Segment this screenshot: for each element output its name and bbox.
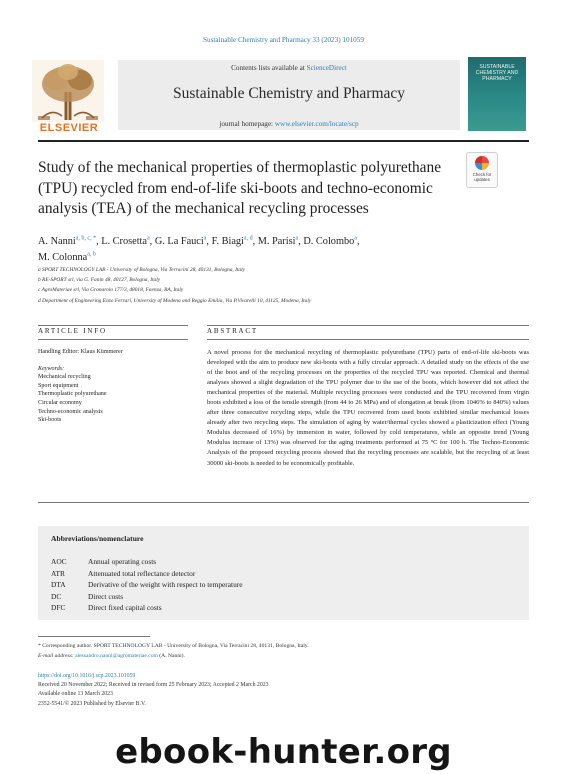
author-affiliation-marker[interactable]: a xyxy=(295,235,299,242)
watermark-text: ebook-hunter.org xyxy=(115,732,452,772)
author-affiliation-marker[interactable]: a xyxy=(203,235,207,242)
author[interactable]: L. Crosetta$^a$, xyxy=(101,235,155,247)
footnote xyxy=(38,642,518,661)
journal-reference[interactable]: Sustainable Chemistry and Pharmacy 33 (2023) 101059 xyxy=(203,36,364,44)
author[interactable]: G. La Fauci$^a$, xyxy=(154,235,212,247)
abstract-end-rule xyxy=(38,502,529,503)
author[interactable]: D. Colombo$^a$, xyxy=(303,235,360,247)
author[interactable]: M. Colonna$^{a, b}$ xyxy=(38,251,96,263)
abstract-rule xyxy=(207,339,529,340)
keyword: Ski-boots xyxy=(38,417,62,424)
affiliation: b RE-SPORT srl, via G. Fanin 48, 40127, Bologna, Italy xyxy=(38,277,161,284)
handling-editor: Handling Editor: Klaus Kümmerer xyxy=(38,349,123,355)
author-affiliation-marker[interactable]: a, b, c, * xyxy=(75,235,97,242)
author[interactable]: F. Biagi$^{a, d}$, xyxy=(211,235,258,247)
abbreviation-row xyxy=(51,568,491,580)
check-updates-label: Check for updates xyxy=(472,172,492,182)
footnote-rule xyxy=(38,636,150,637)
abbreviation-definition: Direct costs xyxy=(88,591,124,601)
keyword: Thermoplastic polyurethane xyxy=(38,391,107,398)
abbreviation-term: DTA xyxy=(51,580,66,589)
abbreviation-row xyxy=(51,556,491,568)
check-updates-icon xyxy=(475,156,489,170)
email-link[interactable]: alessandro.nanni@agromateriae.com xyxy=(75,652,158,659)
email-label: E-mail address: xyxy=(38,652,76,659)
homepage-line xyxy=(118,120,460,128)
keywords-label: Keywords: xyxy=(38,365,65,372)
article-info-rule xyxy=(38,339,188,340)
article-info-content xyxy=(38,348,188,425)
abbreviation-row xyxy=(51,579,491,591)
publisher-logo-text: ELSEVIER xyxy=(39,122,99,134)
abbreviation-definition: Annual operating costs xyxy=(88,557,157,566)
author[interactable]: M. Parisi$^a$, xyxy=(257,235,304,247)
journal-title: Sustainable Chemistry and Pharmacy xyxy=(172,85,406,102)
abbreviation-term: DFC xyxy=(51,603,66,612)
contents-line xyxy=(118,64,460,72)
abbreviation-row xyxy=(51,591,491,603)
author-affiliation-marker[interactable]: a xyxy=(354,235,357,242)
author-affiliation-marker[interactable]: a, b xyxy=(87,251,96,258)
header-divider xyxy=(38,140,529,142)
author-affiliation-marker[interactable]: a xyxy=(147,235,150,242)
keyword: Techno-economic analysis xyxy=(38,408,103,415)
check-for-updates-button[interactable] xyxy=(466,152,498,188)
author-list xyxy=(38,234,518,266)
publication-info xyxy=(38,672,518,709)
abbreviation-row xyxy=(51,602,491,614)
keyword: Mechanical recycling xyxy=(38,374,91,381)
sciencedirect-link[interactable]: ScienceDirect xyxy=(306,64,347,72)
doi-link[interactable]: https://doi.org/10.1016/j.scp.2023.101059 xyxy=(38,673,136,679)
abbreviation-term: AOC xyxy=(51,557,67,566)
available-online: Available online 13 March 2023 xyxy=(38,691,113,698)
corresponding-author-note: * Corresponding author. SPORT TECHNOLOGY LAB - University of Bologna, Via Terracini 28, 40131, Bologna, Italy. xyxy=(38,643,309,649)
abstract-rule xyxy=(207,325,529,326)
abbreviation-definition: Derivative of the weight with respect to temperature xyxy=(88,580,243,589)
cover-title: SUSTAINABLE CHEMISTRY AND PHARMACY xyxy=(475,64,519,82)
keyword: Circular economy xyxy=(38,399,82,406)
article-info-rule xyxy=(38,325,188,326)
homepage-link[interactable]: www.elsevier.com/locate/scp xyxy=(274,120,359,128)
abbreviations-title: Abbreviations/nomenclature xyxy=(51,534,144,543)
affiliation: c AgroMateriae srl, Via Granarolo 177/3, 48018, Faenza, RA, Italy xyxy=(38,287,184,294)
keyword: Sport equipment xyxy=(38,382,79,389)
abstract-text: A novel process for the mechanical recycling of thermoplastic polyurethane (TPU) parts of end-of-life ski-boots was developed with the aim to produce new ski-boots with a fully circular approach. A detailed study on the effects of the use of the boot and of the recycling processes on the properties of the recycled TPU was reported. Chemical and thermal analyses showed a slight degradation of the TPU polymer due to the use of the boots, which however did not affect the mechanical properties of the material. Multiple recycling processes were conducted and the TPU recovered from virgin boots exhibited a loss of the tensile strength (from 44 to 26 MPa) and of elongation at break (from 1046% to 840%) values after three consecutive recycling steps, while the TPU recovered from used boots exhibited similar mechanical losses already after two recycling steps. The simulation of aging by water/thermal cycles showed a plasticization effect (Young Modulus decreased of 16%) by immersion in water, followed by cold temperatures, while an opposite trend (Young Modulus increase of 13%) was observed for the aging treatments performed at 75 °C for 100 h. The Techno-Economic Analysis of the proposed recycling process showed that the recycling processes are scalable, but the recycling of at least 30000 ski-boots is needed to be economically profitable. xyxy=(207,349,529,467)
abbreviation-term: ATR xyxy=(51,568,65,578)
abbreviation-definition: Attenuated total reflectance detector xyxy=(88,568,196,578)
email-line: E-mail address: alessandro.nanni@agromateriae.com (A. Nanni). xyxy=(38,652,185,659)
affiliation: a SPORT TECHNOLOGY LAB - University of Bologna, Via Terracini 28, 40131, Bologna, Italy xyxy=(38,267,245,273)
journal-cover-image xyxy=(468,57,526,131)
abstract-heading: ABSTRACT xyxy=(207,327,258,335)
contents-prefix: Contents lists available at xyxy=(231,64,307,72)
homepage-prefix: journal homepage: xyxy=(219,120,275,128)
author[interactable]: A. Nanni$^{a, b, c, *}$, xyxy=(38,235,102,247)
affiliation: d Department of Engineering Enzo Ferrari, University of Modena and Reggio Emilia, Via P.Vivarelli 10, 41125, Modena, Italy xyxy=(38,297,312,304)
received-dates: Received 20 November 2022; Received in revised form 25 February 2023; Accepted 2 March 2023 xyxy=(38,682,269,689)
article-info-heading: ARTICLE INFO xyxy=(38,327,107,335)
abbreviation-definition: Direct fixed capital costs xyxy=(88,603,162,612)
author-affiliation-marker[interactable]: a, d xyxy=(243,235,253,242)
article-title: Study of the mechanical properties of thermoplastic polyurethane (TPU) recycled from end-of-life ski-boots and techno-economic analysis (TEA) of the mechanical recycling processes xyxy=(38,159,442,217)
abbreviation-term: DC xyxy=(51,591,62,601)
copyright: 2352-5541/© 2023 Published by Elsevier B.V. xyxy=(38,700,146,707)
affiliation-list xyxy=(38,265,518,306)
